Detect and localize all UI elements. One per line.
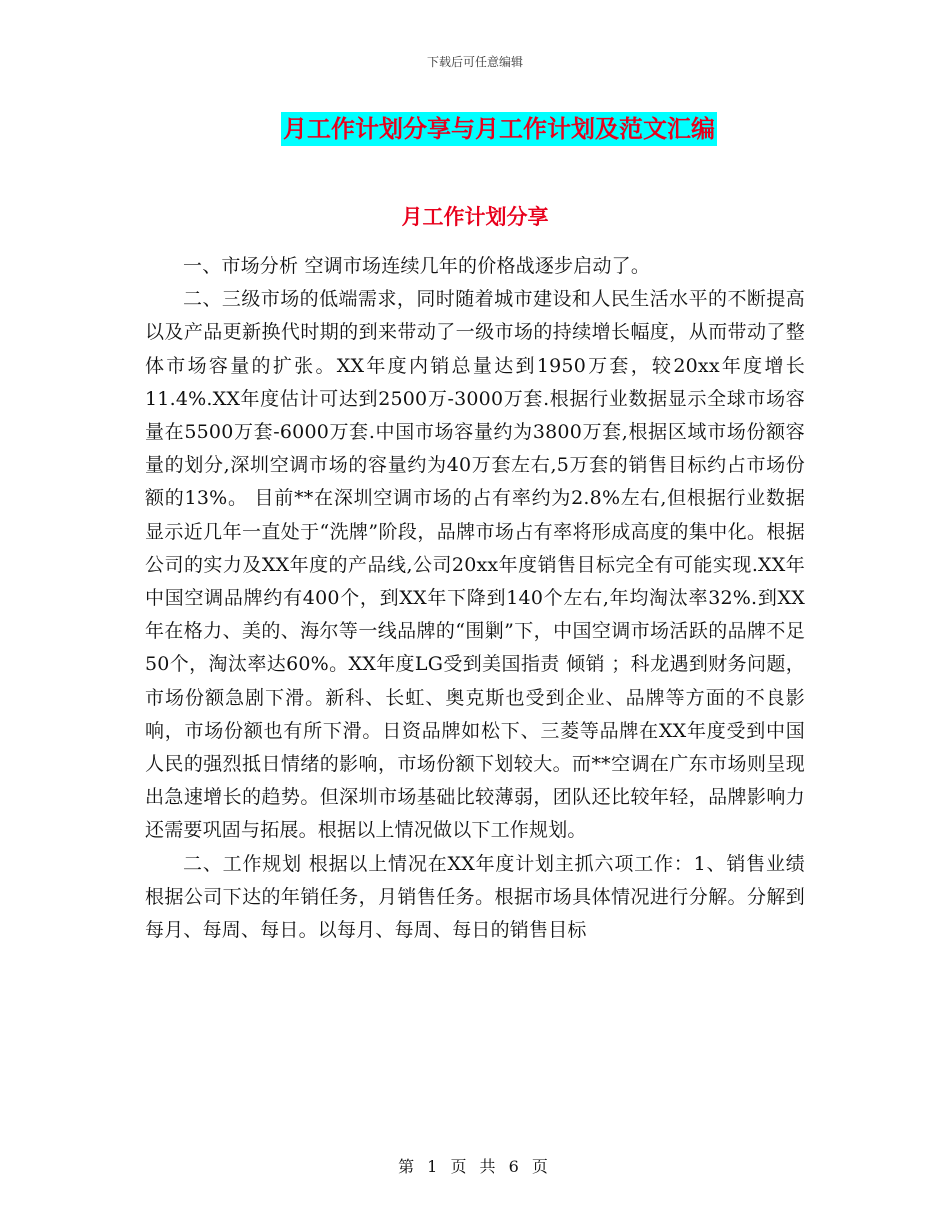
document-title-container: [0, 112, 950, 146]
section-title: 月工作计划分享: [401, 205, 549, 229]
paragraph: 二、工作规划 根据以上情况在XX年度计划主抓六项工作：1、销售业绩 根据公司下达的年销任务，月销售任务。根据市场具体情况进行分解。分解到每月、每周、每日。以每月、每周、每日的销售目标: [145, 852, 805, 942]
paragraph: 一、市场分析 空调市场连续几年的价格战逐步启动了。: [183, 255, 651, 277]
page-footer: 第 1 页 共 6 页: [398, 1157, 552, 1176]
document-body: [145, 250, 805, 947]
document-title: 月工作计划分享与月工作计划及范文汇编: [281, 112, 717, 146]
paragraph: 二、三级市场的低端需求，同时随着城市建设和人民生活水平的不断提高以及产品更新换代时期的到来带动了一级市场的持续增长幅度，从而带动了整体市场容量的扩张。XX年度内销总量达到1950万套，较20xx年度增长11.4%.XX年度估计可达到2500万-3000万套.根据行业数据显示全球市场容量在5500万套-6000万套.中国市场容量约为3800万套,根据区域市场份额容量的划分,深圳空调市场的容量约为40万套左右,5万套的销售目标约占市场份额的13%。 目前**在深圳空调市场的占有率约为2.8%左右,但根据行业数据显示近几年一直处于“洗牌”阶段，品牌市场占有率将形成高度的集中化。根据公司的实力及XX年度的产品线,公司20xx年度销售目标完全有可能实现.XX年中国空调品牌约有400个，到XX年下降到140个左右,年均淘汰率32%.到XX年在格力、美的、海尔等一线品牌的“围剿”下，中国空调市场活跃的品牌不足50个，淘汰率达60%。XX年度LG受到美国指责 倾销 ；科龙遇到财务问题，市场份额急剧下滑。新科、长虹、奥克斯也受到企业、品牌等方面的不良影响，市场份额也有所下滑。日资品牌如松下、三菱等品牌在XX年度受到中国人民的强烈抵日情绪的影响，市场份额下划较大。而**空调在广东市场则呈现出急速增长的趋势。但深圳市场基础比较薄弱，团队还比较年轻，品牌影响力还需要巩固与拓展。根据以上情况做以下工作规划。: [145, 288, 805, 842]
page-header: 下载后可任意编辑: [426, 55, 523, 69]
